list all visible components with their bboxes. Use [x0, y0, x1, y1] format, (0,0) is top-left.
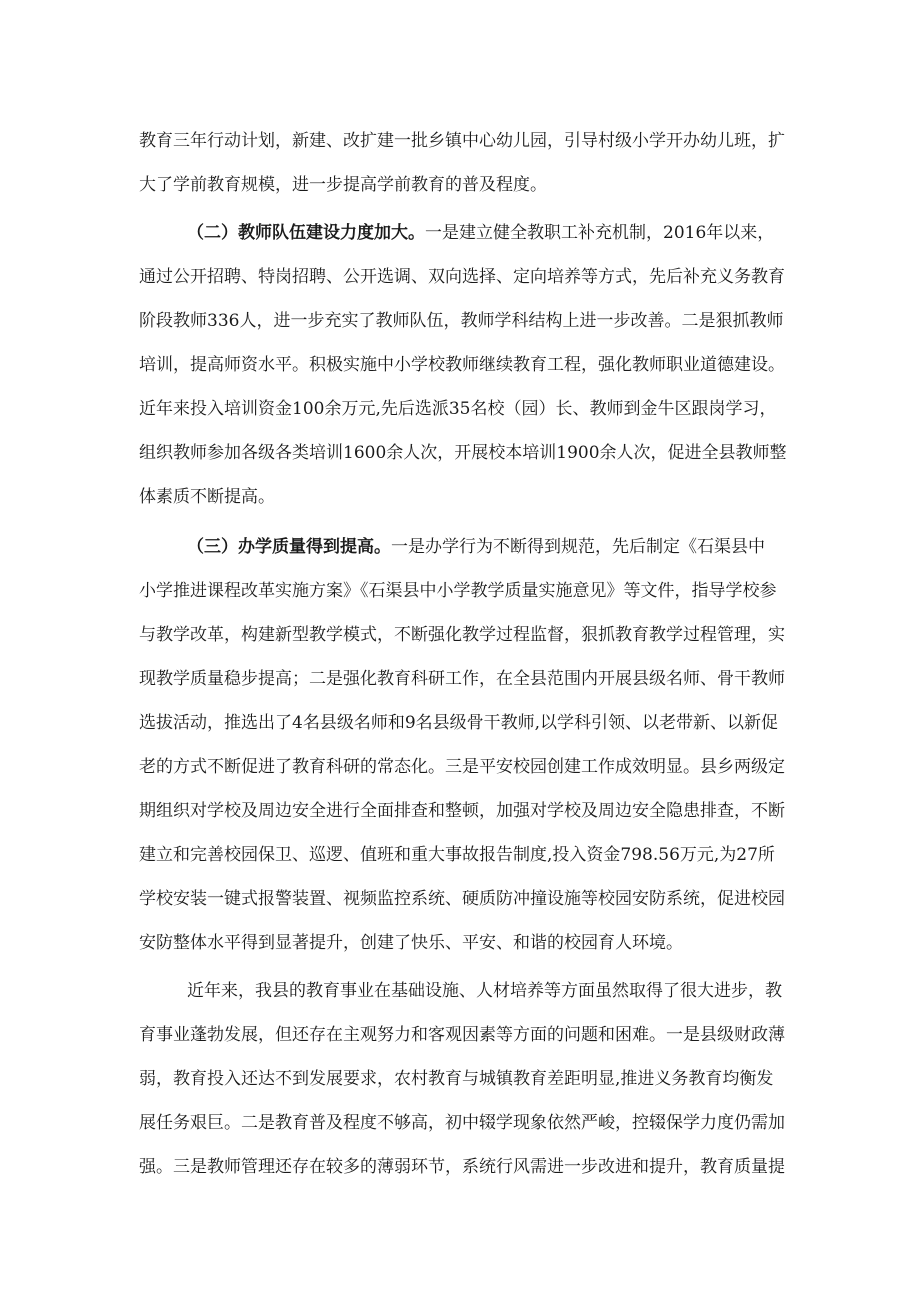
paragraph-3-line-4: 现教学质量稳步提高；二是强化教育科研工作，在全县范围内开展县级名师、骨干教师 [139, 669, 785, 689]
paragraph-2-line-3: 阶段教师336人，进一步充实了教师队伍，教师学科结构上进一步改善。二是狠抓教师 [139, 311, 784, 331]
paragraph-1-line-2: 大了学前教育规模，进一步提高学前教育的普及程度。 [139, 175, 547, 195]
paragraph-3-line-10: 安防整体水平得到显著提升，创建了快乐、平安、和谐的校园育人环境。 [139, 933, 683, 953]
paragraph-2-line-4: 培训，提高师资水平。积极实施中小学校教师继续教育工程，强化教师职业道德建设。 [139, 355, 785, 375]
section-heading-teachers: （二）教师队伍建设力度加大。 [187, 223, 425, 243]
paragraph-4-line-4: 展任务艰巨。二是教育普及程度不够高，初中辍学现象依然严峻，控辍保学力度仍需加 [139, 1113, 785, 1133]
paragraph-3-line-3: 与教学改革，构建新型教学模式，不断强化教学过程监督，狠抓教育教学过程管理，实 [139, 625, 785, 645]
paragraph-2-line-7: 体素质不断提高。 [139, 487, 275, 507]
paragraph-3-line-8: 建立和完善校园保卫、巡逻、值班和重大事故报告制度,投入资金798.56万元,为27所 [139, 845, 775, 865]
paragraph-2-line-1: （二）教师队伍建设力度加大。一是建立健全教职工补充机制，2016年以来， [187, 223, 775, 243]
paragraph-3-line-7: 期组织对学校及周边安全进行全面排查和整顿，加强对学校及周边安全隐患排查，不断 [139, 801, 785, 821]
paragraph-3-line-1: （三）办学质量得到提高。一是办学行为不断得到规范，先后制定《石渠县中 [187, 537, 765, 557]
paragraph-1-line-1: 教育三年行动计划，新建、改扩建一批乡镇中心幼儿园，引导村级小学开办幼儿班，扩 [139, 131, 785, 151]
paragraph-2-line-6: 组织教师参加各级各类培训1600余人次，开展校本培训1900余人次，促进全县教师整 [139, 443, 787, 463]
paragraph-3-line-9: 学校安装一键式报警装置、视频监控系统、硬质防冲撞设施等校园安防系统，促进校园 [139, 889, 785, 909]
section-heading-quality: （三）办学质量得到提高。 [187, 537, 391, 557]
paragraph-4-line-3: 弱，教育投入还达不到发展要求，农村教育与城镇教育差距明显,推进义务教育均衡发 [139, 1069, 774, 1089]
paragraph-3-line-2: 小学推进课程改革实施方案》《石渠县中小学教学质量实施意见》等文件，指导学校参 [139, 581, 777, 601]
paragraph-3-line-6: 老的方式不断促进了教育科研的常态化。三是平安校园创建工作成效明显。县乡两级定 [139, 757, 785, 777]
paragraph-4-line-2: 育事业蓬勃发展，但还存在主观努力和客观因素等方面的问题和困难。一是县级财政薄 [139, 1025, 785, 1045]
paragraph-2-line-5: 近年来投入培训资金100余万元,先后选派35名校（园）长、教师到金牛区跟岗学习， [139, 399, 777, 419]
paragraph-4-line-1: 近年来，我县的教育事业在基础设施、人材培养等方面虽然取得了很大进步，教 [187, 981, 782, 1001]
paragraph-2-line-2: 通过公开招聘、特岗招聘、公开选调、双向选择、定向培养等方式，先后补充义务教育 [139, 267, 785, 287]
paragraph-4-line-5: 强。三是教师管理还存在较多的薄弱环节，系统行风需进一步改进和提升，教育质量提 [139, 1157, 785, 1177]
paragraph-3-line-5: 选拔活动，推选出了4名县级名师和9名县级骨干教师,以学科引领、以老带新、以新促 [139, 713, 779, 733]
